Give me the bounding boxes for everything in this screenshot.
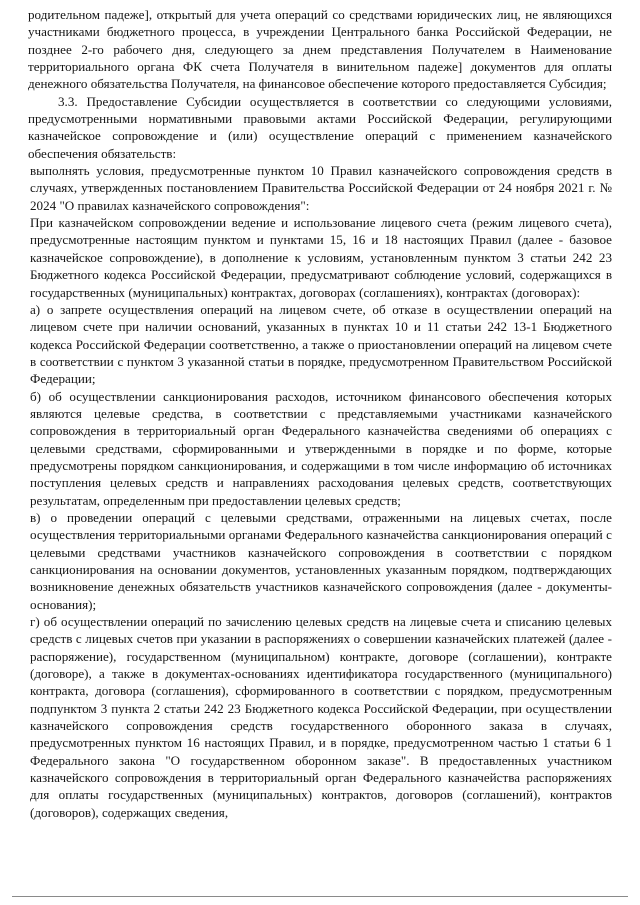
paragraph-item-b: б) об осуществлении санкционирования расходов, источником финансового обеспечения которых являются целевые средства, в соответствии с представляемыми участниками казначейского сопровождения в территориальный орган Федерального казначейства сведениями об операциях с целевыми средствами, сформированными и утвержденными в порядке и по форме, которые предусмотрены порядком санкционирования, и содержащими в том числе информацию об источниках поступления целевых средств и направлениях расходования целевых средств, соответствующих результатам, определенным при предоставлении целевых средств;	[30, 388, 612, 508]
paragraph-treasury-support: При казначейском сопровождении ведение и использование лицевого счета (режим лицевого счета), предусмотренные настоящим пунктом и пунктами 15, 16 и 18 настоящих Правил (далее - базовое казначейское сопровождение), в дополнение к условиям, установленным пунктом 3 статьи 242 23 Бюджетного кодекса Российской Федерации, предусматривают соблюдение условий, содержащихся в государственных (муниципальных) контрактах, договорах (соглашениях), контрактах (договорах):	[30, 215, 612, 300]
paragraph-3-3: 3.3. Предоставление Субсидии осуществляется в соответствии со следующими условиями, предусмотренными нормативными правовыми актами Российской Федерации, регулирующими казначейское сопровождение и (или) осуществление операций с применением казначейского обеспечения обязательств:	[28, 93, 612, 161]
footer-divider	[12, 896, 628, 897]
paragraph-item-v: в) о проведении операций с целевыми средствами, отраженными на лицевых счетах, после осуществления территориальными органами Федерального казначейства санкционирования операций с целевыми средствами участников казначейского сопровождения в соответствии с порядком санкционирования на основании документов, установленных указанным порядком, подтверждающих возникновение денежных обязательств участников казначейского сопровождения (далее - документы-основания);	[30, 509, 612, 612]
paragraph-item-a: а) о запрете осуществления операций на лицевом счете, об отказе в осуществлении операций на лицевом счете при наличии оснований, указанных в пунктах 10 и 11 статьи 242 13-1 Бюджетного кодекса Российской Федерации соответственно, а также о приостановлении операций на лицевом счете в соответствии с пунктом 3 указанной статьи в порядке, предусмотренном Правительством Российской Федерации;	[30, 301, 612, 387]
document-body	[28, 6, 612, 821]
paragraph-item-g: г) об осуществлении операций по зачислению целевых средств на лицевые счета и списанию целевых средств с лицевых счетов при указании в распоряжениях о совершении казначейских платежей (далее - распоряжение), государственном (муниципальном) контракте, договоре (соглашении), контракте (договоре), а также в документах-основаниях идентификатора государственного (муниципального) контракта, договора (соглашения), сформированного в соответствии с порядком, предусмотренным подпунктом 3 пункта 2 статьи 242 23 Бюджетного кодекса Российской Федерации, при осуществлении казначейского сопровождения средств государственного оборонного заказа в случаях, предусмотренных пунктом 16 настоящих Правил, и в порядке, предусмотренном частью 1 статьи 6 1 Федерального закона "О государственном оборонном заказе". В предоставленных участником казначейского сопровождения в территориальный орган Федерального казначейства распоряжениях для оплаты государственных (муниципальных) контрактов, договоров (соглашений), контрактов (договоров), содержащих сведения,	[30, 614, 612, 820]
paragraph-continuation: родительном падеже], открытый для учета операций со средствами юридических лиц, не являющихся участниками бюджетного процесса, в учреждении Центрального банка Российской Федерации, не позднее 2-го рабочего дня, следующего за днем представления Получателем в Наименование территориального органа ФК счета Получателя в винительном падеже] документов для оплаты денежного обязательства Получателя, на финансовое обеспечение которого предоставляется Субсидия;	[28, 7, 612, 92]
paragraph-conditions: выполнять условия, предусмотренные пунктом 10 Правил казначейского сопровождения средств в случаях, утвержденных постановлением Правительства Российской Федерации от 24 ноября 2021 г. № 2024 "О правилах казначейского сопровождения":	[30, 163, 612, 213]
